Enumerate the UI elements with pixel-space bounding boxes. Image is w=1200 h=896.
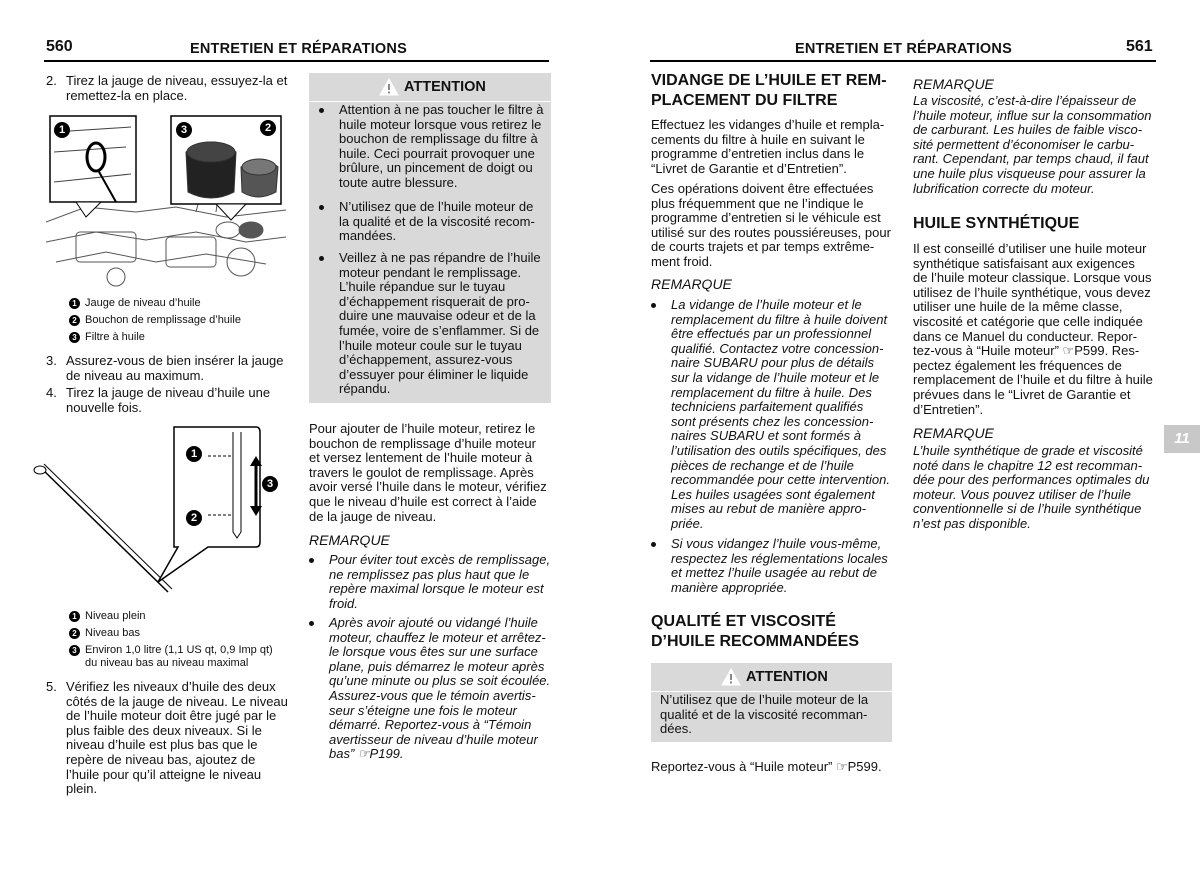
figure1-callout-2: 2 <box>260 120 276 136</box>
engine-oil-reference: Reportez-vous à “Huile moteur” ☞P599. <box>651 759 882 774</box>
left-header-rule <box>44 60 549 62</box>
figure2-callout-3: 3 <box>262 476 278 492</box>
warning-text: N’utilisez que de l’huile moteur de la qualité et de la viscosité recomman- dées. <box>660 692 869 737</box>
engine-illustration <box>46 112 286 292</box>
right-header-title: ENTRETIEN ET RÉPARATIONS <box>795 41 1012 57</box>
figure1-callout-1: 1 <box>54 122 70 138</box>
legend1-item: 1 Jauge de niveau d’huile <box>69 297 299 310</box>
chapter-tab: 11 <box>1164 425 1200 453</box>
figure2-callout-1: 1 <box>186 446 202 462</box>
legend2-item: 1 Niveau plein <box>69 610 309 623</box>
legend2-item: 3 Environ 1,0 litre (1,1 US qt, 0,9 Imp qt) du niveau bas au niveau maximal <box>69 644 309 670</box>
synthetic-oil-remark: L’huile synthétique de grade et viscosité noté dans le chapitre 12 est recomman- dée pour des performances optimales du moteur. Vous pouvez utiliser de l’huile conventionnelle si de l’huile synthétique n’est pas disponible. <box>913 443 1150 531</box>
legend2-item: 2 Niveau bas <box>69 627 309 640</box>
viscosity-remark: La viscosité, c’est-à-dire l’épaisseur de l’huile moteur, influe sur la consommation de carburant. Les huiles de faible visco- sité permettent d’économiser le carbu- rant. Cependant, par temps chaud, il faut une huile plus visqueuse pour assurer la lubrification correcte du moteur. <box>913 93 1152 196</box>
oil-change-paragraph-1: Effectuez les vidanges d’huile et rempla- cements du filtre à huile en suivant le programme d’entretien inclus dans le “Livret de Garantie et d’Entretien”. <box>651 117 885 176</box>
warning-triangle-icon <box>721 668 741 686</box>
synthetic-oil-paragraph: Il est conseillé d’utiliser une huile moteur synthétique satisfaisant aux exigences de l’huile moteur classique. Lorsque vous utilisez de l’huile synthétique, vous devez utiliser une huile de la même classe, viscosité et catégorie que celle indiquée dans ce Manuel du conducteur. Repor- tez-vous à “Huile moteur” ☞P599. Res- pectez également les fréquences de remplacement de l’huile et du filtre à huile prévues dans le “Livret de Garantie et d’Entretien”. <box>913 241 1153 417</box>
section-title-oil-quality: QUALITÉ ET VISCOSITÉ D’HUILE RECOMMANDÉES <box>651 613 860 650</box>
warning-box-2 <box>651 663 892 742</box>
legend-figure1 <box>69 297 299 348</box>
oil-change-paragraph-2: Ces opérations doivent être effectuées plus fréquemment que ne l’indique le programme d’entretien si le véhicule est utilisé sur des routes poussiéreuses, pour de courts trajets et par temps extrême- ment froid. <box>651 181 891 269</box>
legend-figure2 <box>69 610 309 674</box>
right-page-number: 561 <box>1126 38 1153 55</box>
section-title-oil-change: VIDANGE DE L’HUILE ET REM- PLACEMENT DU FILTRE <box>651 72 887 109</box>
engine-figure <box>46 112 286 292</box>
remark-heading: REMARQUE <box>309 532 390 548</box>
legend1-item: 2 Bouchon de remplissage d’huile <box>69 314 299 327</box>
remark-heading: REMARQUE <box>913 425 994 441</box>
right-header-rule <box>650 60 1156 62</box>
section-title-synthetic-oil: HUILE SYNTHÉTIQUE <box>913 215 1080 232</box>
warning-box-1: ATTENTION Attention à ne pas toucher le filtre à huile moteur lorsque vous retirez le bouchon de remplissage du filtre à huile. Ceci pourrait provoquer une brûlure, un pincement de doigt ou toute autre blessure. N’utilisez que de l’huile moteur de la qualité et de la viscosité recom- mandées. Veillez à ne pas répandre de l’huile moteur pendant le remplissage. L’huile répandue sur le tuyau d’échappement risquerait de pro- duire une mauvaise odeur et de la fumée, voire de s’enflammer. Si de l’huile moteur coule sur le tuyau d’échappement, assurez-vous d’essuyer pour éliminer le liquide répandu. <box>309 73 551 403</box>
dipstick-figure <box>28 422 290 602</box>
dipstick-illustration <box>28 422 290 602</box>
remark-heading: REMARQUE <box>651 276 732 292</box>
remark-heading: REMARQUE <box>913 76 994 92</box>
warning-header: ATTENTION <box>309 73 551 102</box>
left-page-number: 560 <box>46 38 73 55</box>
left-header-title: ENTRETIEN ET RÉPARATIONS <box>190 41 407 57</box>
fill-oil-paragraph: Pour ajouter de l’huile moteur, retirez le bouchon de remplissage d’huile moteur et versez lentement de l’huile moteur à travers le goulot de remplissage. Après avoir versé l’huile dans le moteur, vérifiez que le niveau d’huile est correct à l’aide de la jauge de niveau. <box>309 421 547 524</box>
figure2-callout-2: 2 <box>186 510 202 526</box>
warning-triangle-icon <box>379 78 399 96</box>
figure1-callout-3: 3 <box>176 122 192 138</box>
legend1-item: 3 Filtre à huile <box>69 331 299 344</box>
warning-header: ATTENTION <box>651 663 892 692</box>
